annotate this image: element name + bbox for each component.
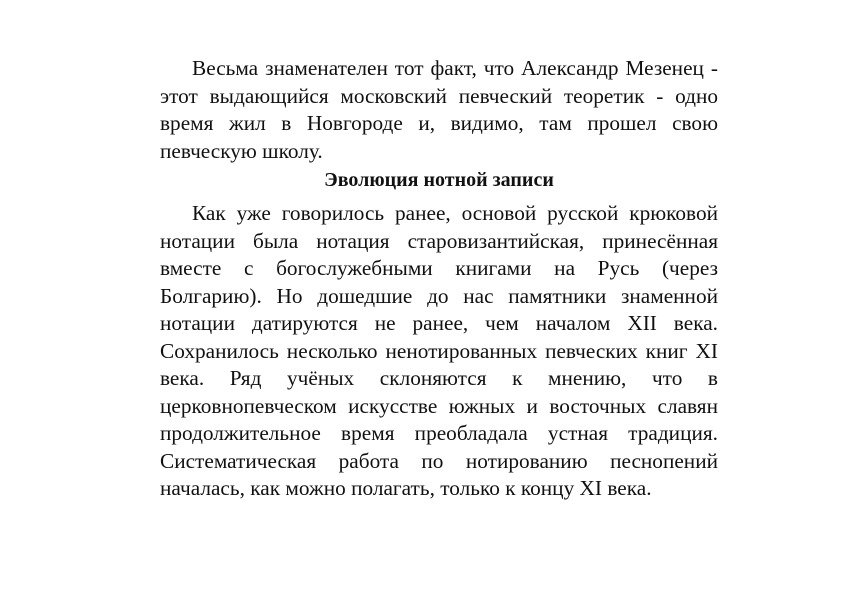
section-heading: Эволюция нотной записи xyxy=(324,169,554,191)
paragraph-notation-evolution: Как уже говорилось ранее, основой русской крюковой нотации была нотация старовизантийская, принесённая вместе с богослужебными книгами на Русь (через Болгарию). Но дошедшие до нас памятники знаменной нотации датируются не ранее, чем началом XII века. Сохранилось несколько ненотированных певческих книг XI века. Ряд учёных склоняются к мнению, что в церковнопевческом искусстве южных и восточных славян продолжительное время преобладала устная традиция. Систематическая работа по нотированию песнопений началась, как можно полагать, только к концу XI века. xyxy=(160,201,718,500)
document-page xyxy=(160,55,718,503)
paragraph-mezenets: Весьма знаменателен тот факт, что Александр Мезенец - этот выдающийся московский певческий теоретик - одно время жил в Новгороде и, видимо, там прошел свою певческую школу. xyxy=(160,56,718,163)
